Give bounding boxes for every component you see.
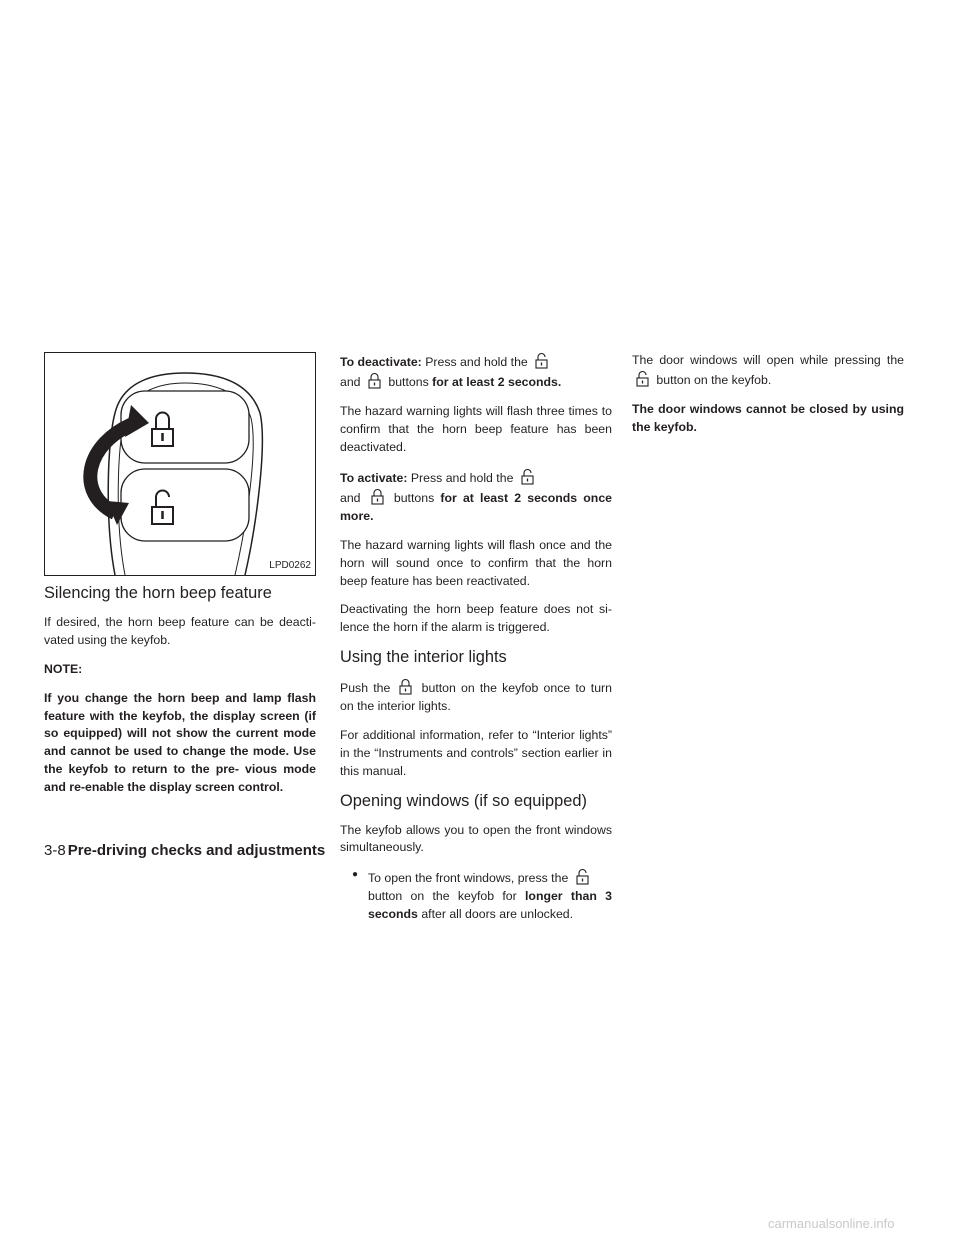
watermark: carmanualsonline.info xyxy=(768,1216,895,1231)
deactivate-and: and xyxy=(340,374,361,389)
page-number: 3-8 xyxy=(44,842,66,859)
interior-lights-paragraph xyxy=(340,678,612,716)
bullet-text-1: To open the front windows, press the xyxy=(368,871,569,886)
deactivate-note-paragraph: Deactivating the horn beep feature does not si- lence the horn if the alarm is triggered. xyxy=(340,602,612,635)
lock-icon xyxy=(368,372,381,389)
column-right xyxy=(632,352,904,448)
unlock-icon xyxy=(535,352,548,369)
heading-interior-lights: Using the interior lights xyxy=(340,648,507,667)
column-middle xyxy=(340,352,612,935)
hazard-once-paragraph: The hazard warning lights will flash once and the horn will sound once to confirm that the horn beep feature has been reactivated. xyxy=(340,537,612,588)
column-left xyxy=(44,352,316,808)
windows-open-text-2: button on the keyfob. xyxy=(656,372,772,387)
note-label: NOTE: xyxy=(44,661,83,676)
heading-silencing-horn: Silencing the horn beep feature xyxy=(44,584,272,602)
list-item xyxy=(340,868,612,924)
note-text: If you change the horn beep and lamp flash feature with the keyfob, the display screen (if so equipped) will not show the current mode and cannot be used to change the mode. Use the keyfob to return to the pre- vious mode and re-enable the display screen control. xyxy=(44,690,316,795)
activate-and: and xyxy=(340,490,361,505)
keyfob-figure xyxy=(44,352,316,576)
activate-duration: for at least 2 seconds once more. xyxy=(340,490,612,523)
bullet-text-2: button on the keyfob for xyxy=(368,889,517,904)
intro-paragraph: If desired, the horn beep feature can be deacti- vated using the keyfob. xyxy=(44,614,316,647)
lights-text-1: Push the xyxy=(340,681,391,696)
deactivate-text: Press and hold the xyxy=(425,355,528,369)
unlock-icon xyxy=(521,468,534,485)
lights-text-2: button on the keyfob once to turn on the interior lights. xyxy=(340,681,612,714)
deactivate-buttons: buttons xyxy=(388,374,429,389)
figure-code: LPD0262 xyxy=(267,559,313,574)
page-footer xyxy=(44,842,325,859)
heading-opening-windows: Opening windows (if so equipped) xyxy=(340,791,587,810)
windows-open-paragraph xyxy=(632,352,904,390)
activate-buttons: buttons xyxy=(393,490,435,505)
windows-cannot-close-paragraph: The door windows cannot be closed by using the keyfob. xyxy=(632,401,904,434)
windows-open-text-1: The door windows will open while pressing the xyxy=(632,353,904,367)
section-title: Pre-driving checks and adjustments xyxy=(67,842,326,859)
lock-icon xyxy=(371,488,384,505)
deactivate-duration: for at least 2 seconds. xyxy=(432,374,562,389)
activate-text: Press and hold the xyxy=(410,470,514,485)
unlock-icon xyxy=(636,370,649,387)
keyfob-illustration xyxy=(45,353,315,575)
interior-lights-reference: For additional information, refer to “Interior lights” in the “Instruments and controls” section earlier in this manual. xyxy=(340,727,612,778)
hazard-three-times-paragraph: The hazard warning lights will flash three times to confirm that the horn beep feature has been deactivated. xyxy=(340,403,612,454)
activate-paragraph xyxy=(340,468,612,526)
bullet-text-3: after all doors are unlocked. xyxy=(421,907,574,922)
unlock-icon xyxy=(576,868,589,885)
deactivate-label: To deactivate: xyxy=(340,355,422,369)
windows-intro-paragraph: The keyfob allows you to open the front windows simultaneously. xyxy=(340,822,612,855)
bullet-duration: longer than 3 seconds xyxy=(368,889,612,922)
activate-label: To activate: xyxy=(340,470,408,485)
bullet-mark: ● xyxy=(352,869,359,881)
deactivate-paragraph xyxy=(340,352,612,392)
lock-icon xyxy=(399,678,412,695)
